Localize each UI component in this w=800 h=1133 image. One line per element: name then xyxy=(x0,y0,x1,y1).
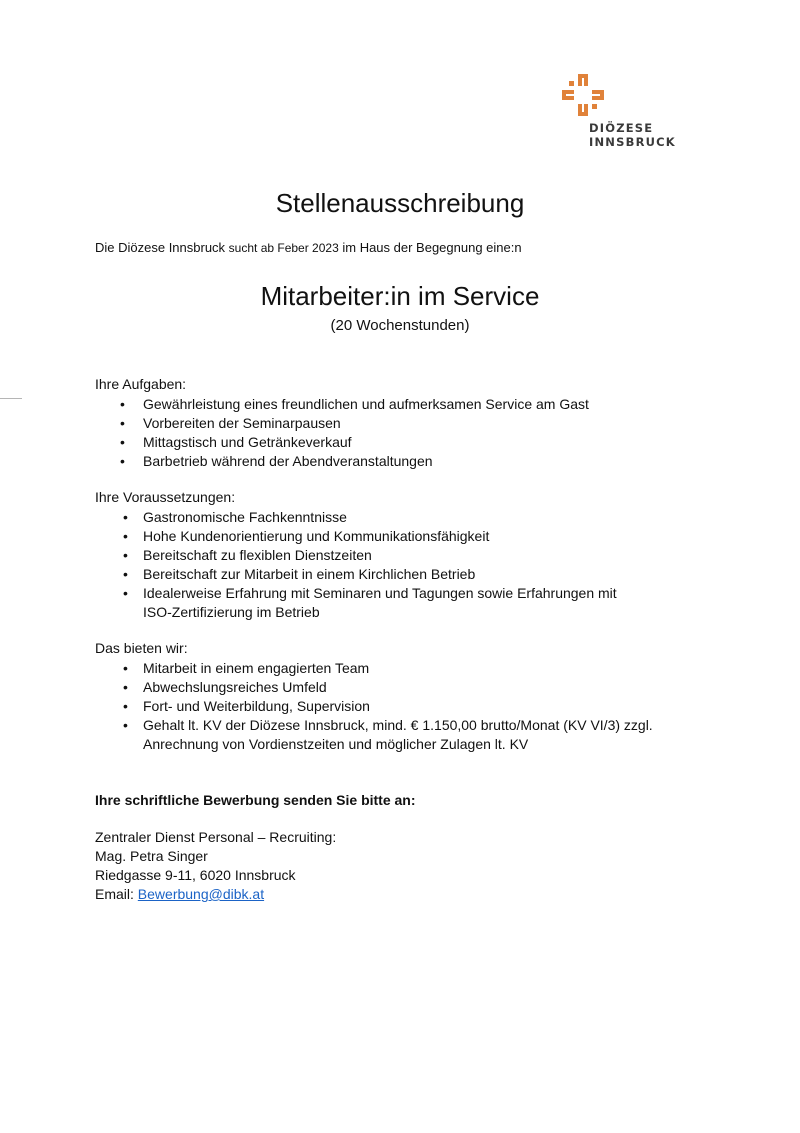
logo-line-1: DIÖZESE xyxy=(589,121,654,135)
contact-name: Mag. Petra Singer xyxy=(95,848,208,864)
logo-wordmark xyxy=(589,121,676,149)
angebot-list xyxy=(95,659,653,754)
voraussetzungen-heading: Ihre Voraussetzungen: xyxy=(95,489,236,505)
list-item-continuation xyxy=(95,735,653,754)
job-hours: (20 Wochenstunden) xyxy=(330,317,470,334)
cross-logo-icon xyxy=(562,74,604,116)
aufgaben-list xyxy=(95,395,589,471)
dioezese-logo xyxy=(562,74,692,154)
margin-mark xyxy=(0,398,22,399)
intro-part-2: sucht ab Feber 2023 xyxy=(228,241,339,255)
list-item-text: Mittagstisch und Getränkeverkauf xyxy=(143,434,352,450)
list-item xyxy=(95,716,653,735)
list-item-text: Vorbereiten der Seminarpausen xyxy=(143,415,341,431)
job-title: Mitarbeiter:in im Service xyxy=(260,281,540,311)
list-item xyxy=(95,433,589,452)
bullet-icon: • xyxy=(123,566,128,582)
intro-text xyxy=(95,240,522,255)
list-item xyxy=(95,452,589,471)
bullet-icon: • xyxy=(123,679,128,695)
bullet-icon: • xyxy=(123,547,128,563)
list-item-text: Mitarbeit in einem engagierten Team xyxy=(143,660,370,676)
bullet-icon: • xyxy=(123,585,128,601)
list-item-text: Idealerweise Erfahrung mit Seminaren und Tagungen sowie Erfahrungen mit xyxy=(143,585,617,601)
bullet-icon: • xyxy=(123,717,128,733)
bullet-icon: • xyxy=(123,660,128,676)
email-label: Email: xyxy=(95,886,138,902)
bullet-icon: • xyxy=(123,698,128,714)
bullet-icon: • xyxy=(120,453,125,469)
bullet-icon: • xyxy=(120,396,125,412)
voraussetzungen-list xyxy=(95,508,617,622)
list-item-text: Abwechslungsreiches Umfeld xyxy=(143,679,327,695)
list-item xyxy=(95,584,617,603)
contact-department: Zentraler Dienst Personal – Recruiting: xyxy=(95,829,337,845)
list-item-text: Anrechnung von Vordienstzeiten und möglicher Zulagen lt. KV xyxy=(143,736,529,752)
bullet-icon: • xyxy=(120,434,125,450)
intro-part-3: im Haus der Begegnung eine:n xyxy=(338,240,522,255)
list-item xyxy=(95,565,617,584)
list-item xyxy=(95,527,617,546)
contact-email-row xyxy=(95,885,336,904)
list-item-text: Gewährleistung eines freundlichen und aufmerksamen Service am Gast xyxy=(143,396,589,412)
list-item-continuation xyxy=(95,603,617,622)
list-item-text: Bereitschaft zur Mitarbeit in einem Kirchlichen Betrieb xyxy=(143,566,476,582)
bullet-icon: • xyxy=(123,528,128,544)
email-link[interactable]: Bewerbung@dibk.at xyxy=(137,886,265,902)
list-item xyxy=(95,697,653,716)
aufgaben-heading: Ihre Aufgaben: xyxy=(95,376,187,392)
list-item xyxy=(95,395,589,414)
list-item-text: Gehalt lt. KV der Diözese Innsbruck, mind. € 1.150,00 brutto/Monat (KV VI/3) zzgl. xyxy=(143,717,653,733)
list-item-text: Fort- und Weiterbildung, Supervision xyxy=(143,698,370,714)
bewerbung-heading: Ihre schriftliche Bewerbung senden Sie bitte an: xyxy=(95,792,416,808)
list-item xyxy=(95,508,617,527)
list-item-text: Gastronomische Fachkenntnisse xyxy=(143,509,347,525)
contact-address: Riedgasse 9-11, 6020 Innsbruck xyxy=(95,867,296,883)
list-item xyxy=(95,659,653,678)
list-item-text: Hohe Kundenorientierung und Kommunikationsfähigkeit xyxy=(143,528,490,544)
bullet-icon: • xyxy=(120,415,125,431)
logo-line-2: INNSBRUCK xyxy=(589,135,676,149)
list-item xyxy=(95,414,589,433)
contact-block xyxy=(95,828,336,904)
list-item xyxy=(95,678,653,697)
list-item-text: Bereitschaft zu flexiblen Dienstzeiten xyxy=(143,547,372,563)
list-item-text: ISO-Zertifizierung im Betrieb xyxy=(143,604,320,620)
page-title: Stellenausschreibung xyxy=(275,188,525,218)
list-item xyxy=(95,546,617,565)
angebot-heading: Das bieten wir: xyxy=(95,640,188,656)
bullet-icon: • xyxy=(123,509,128,525)
list-item-text: Barbetrieb während der Abendveranstaltungen xyxy=(143,453,433,469)
intro-part-1: Die Diözese Innsbruck xyxy=(95,240,229,255)
